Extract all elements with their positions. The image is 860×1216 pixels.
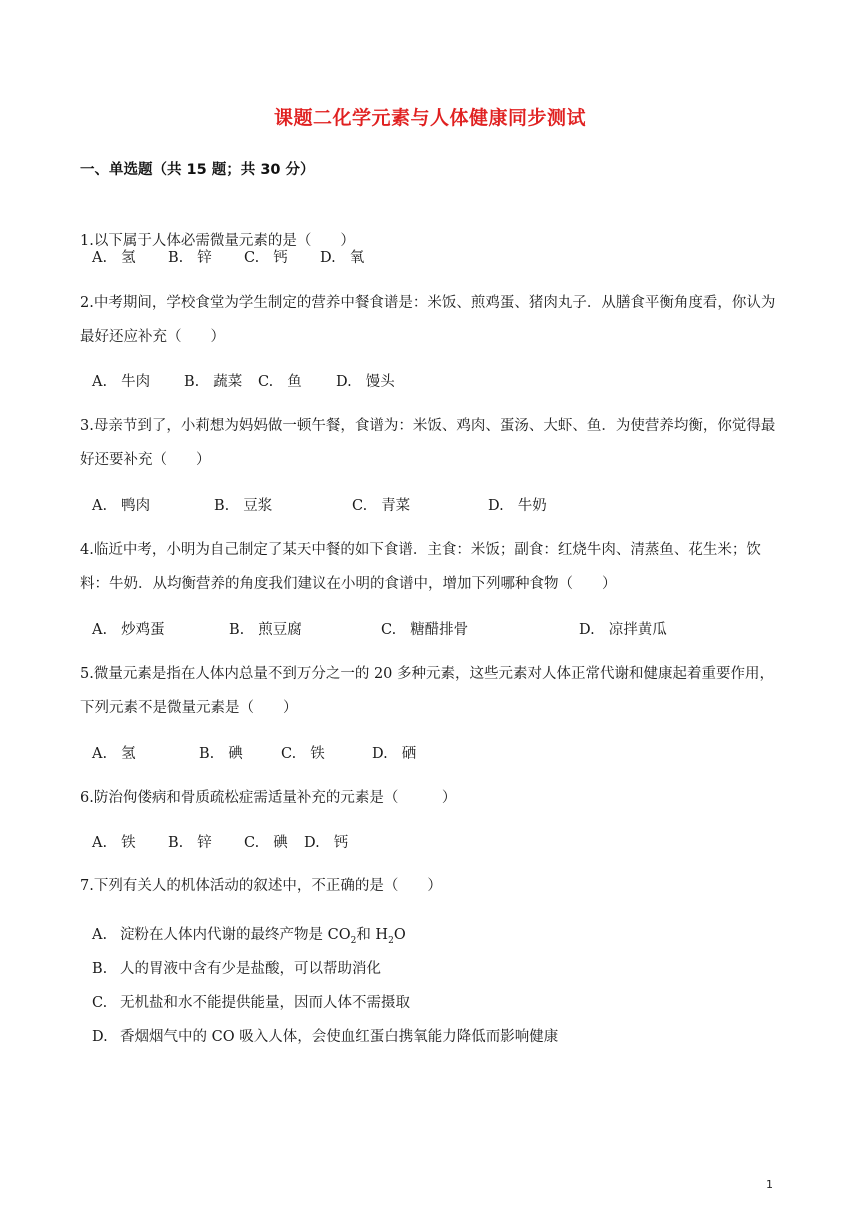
page-number: 1 bbox=[766, 1178, 773, 1191]
question-2-options bbox=[92, 372, 395, 392]
option-d: D. 氧 bbox=[320, 250, 365, 266]
option-b: B. 人的胃液中含有少是盐酸，可以帮助消化 bbox=[92, 961, 381, 977]
option-d: D. 钙 bbox=[304, 835, 349, 851]
option-a: A. 氢 bbox=[92, 250, 136, 266]
option-c: C. 鱼 bbox=[258, 374, 302, 390]
option-c: C. 糖醋排骨 bbox=[381, 622, 469, 638]
question-7: 7.下列有关人的机体活动的叙述中，不正确的是（ ） bbox=[80, 878, 442, 894]
document-title: 课题二化学元素与人体健康同步测试 bbox=[273, 107, 586, 129]
option-c: C. 碘 bbox=[244, 835, 288, 851]
section-heading: 一、单选题（共 15 题；共 30 分） bbox=[80, 162, 315, 178]
option-d: D. 硒 bbox=[372, 746, 417, 762]
question-5-options bbox=[92, 744, 416, 764]
option-c: C. 铁 bbox=[281, 746, 325, 762]
option-d: D. 香烟烟气中的 CO 吸入人体，会使血红蛋白携氧能力降低而影响健康 bbox=[92, 1029, 559, 1045]
option-c: C. 钙 bbox=[244, 250, 288, 266]
option-d: D. 牛奶 bbox=[488, 498, 547, 514]
question-4-options bbox=[92, 620, 667, 640]
option-b: B. 豆浆 bbox=[214, 498, 273, 514]
option-d: D. 馒头 bbox=[336, 374, 395, 390]
question-1-options bbox=[92, 248, 364, 268]
option-d: D. 凉拌黄瓜 bbox=[579, 622, 667, 638]
question-3-options bbox=[92, 496, 547, 516]
question-6: 6.防治佝偻病和骨质疏松症需适量补充的元素是（ ） bbox=[80, 790, 457, 806]
option-a: A. 淀粉在人体内代谢的最终产物是 $CO_2$和 $H_2O$ bbox=[92, 927, 406, 946]
option-a: A. 氢 bbox=[92, 746, 136, 762]
question-4: 4.临近中考，小明为自己制定了某天中餐的如下食谱．主食：米饭；副食：红烧牛肉、清蒸鱼、花生米；饮料：牛奶．从均衡营养的角度我们建议在小明的食谱中，增加下列哪种食物（ ） bbox=[80, 542, 761, 592]
option-c: C. 青菜 bbox=[352, 498, 411, 514]
option-a: A. 炒鸡蛋 bbox=[92, 622, 165, 638]
option-b: B. 锌 bbox=[168, 835, 212, 851]
option-a: A. 牛肉 bbox=[92, 374, 151, 390]
option-a: A. 鸭肉 bbox=[92, 498, 151, 514]
question-2: 2.中考期间，学校食堂为学生制定的营养中餐食谱是：米饭、煎鸡蛋、猪肉丸子．从膳食平衡角度看，你认为最好还应补充（ ） bbox=[80, 295, 776, 345]
option-b: B. 锌 bbox=[168, 250, 212, 266]
question-3: 3.母亲节到了，小莉想为妈妈做一顿午餐，食谱为：米饭、鸡肉、蛋汤、大虾、鱼．为使营养均衡，你觉得最好还要补充（ ） bbox=[80, 418, 776, 468]
question-6-options bbox=[92, 833, 348, 853]
option-b: B. 碘 bbox=[199, 746, 243, 762]
option-b: B. 蔬菜 bbox=[184, 374, 243, 390]
option-c: C. 无机盐和水不能提供能量，因而人体不需摄取 bbox=[92, 995, 410, 1011]
option-b: B. 煎豆腐 bbox=[229, 622, 302, 638]
question-5: 5.微量元素是指在人体内总量不到万分之一的 20 多种元素，这些元素对人体正常代谢和健康起着重要作用，下列元素不是微量元素是（ ） bbox=[80, 666, 774, 716]
question-1: 1.以下属于人体必需微量元素的是（ ） bbox=[80, 233, 355, 249]
option-a: A. 铁 bbox=[92, 835, 136, 851]
